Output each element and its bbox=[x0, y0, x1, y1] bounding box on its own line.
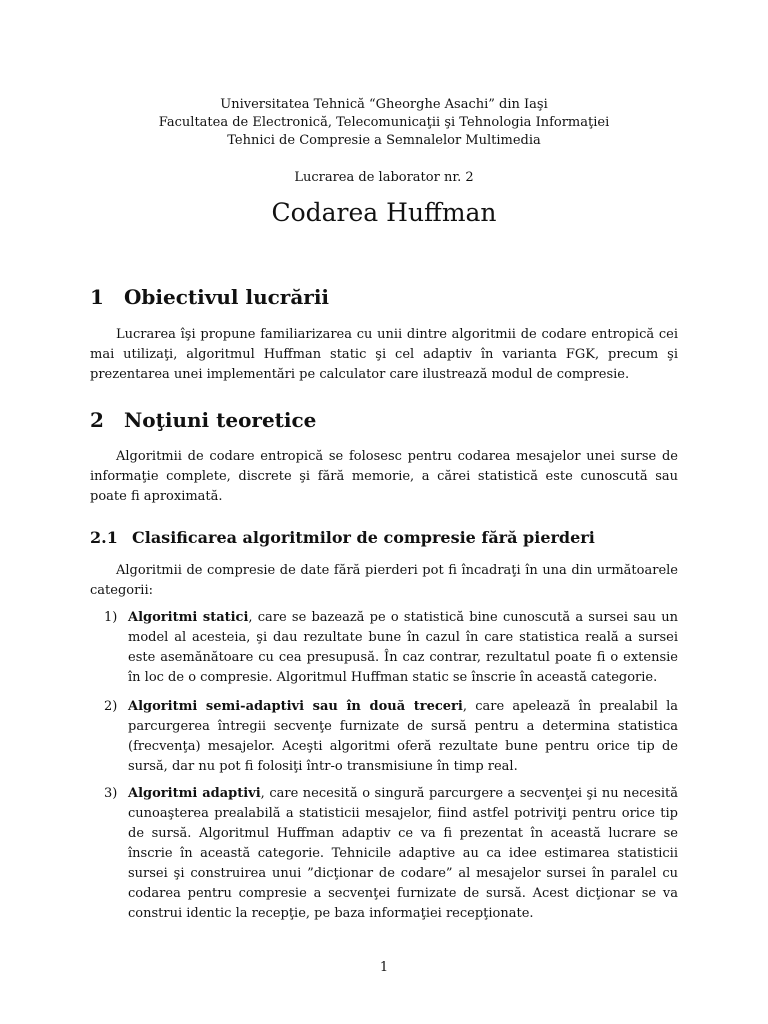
list-item bbox=[104, 784, 678, 924]
section-1-heading bbox=[90, 285, 329, 309]
list-marker: 1) bbox=[104, 610, 118, 625]
list-marker: 2) bbox=[104, 699, 118, 714]
list-item bbox=[104, 608, 678, 688]
faculty-name: Facultatea de Electronică, Telecomunicaţii şi Tehnologia Informaţiei bbox=[158, 115, 610, 130]
subsection-2-1-heading bbox=[90, 528, 595, 547]
section-title: Noţiuni teoretice bbox=[124, 408, 317, 432]
section-title: Obiectivul lucrării bbox=[124, 285, 330, 309]
section-number: 2 bbox=[90, 408, 104, 432]
document-header bbox=[0, 96, 768, 150]
university-name: Universitatea Tehnică “Gheorghe Asachi” din Iaşi bbox=[220, 97, 548, 112]
section-2-heading bbox=[90, 408, 316, 432]
lab-number: Lucrarea de laborator nr. 2 bbox=[294, 170, 474, 185]
page-number: 1 bbox=[379, 960, 389, 975]
subsection-title: Clasificarea algoritmilor de compresie fără pierderi bbox=[132, 528, 595, 547]
list-text: , care se bazează pe o statistică bine cunoscută a sursei sau un model al acesteia, şi dau rezultate bune în cazul în care statistica reală a sursei este asemănătoare cu cea presupusă. În caz contrar, rezultatul poate fi o extensie în loc de o compresie. Algoritmul Huffman static se înscrie în această categorie. bbox=[128, 610, 678, 685]
list-item bbox=[104, 697, 678, 777]
document-title: Codarea Huffman bbox=[271, 198, 497, 227]
section-2-paragraph: Algoritmii de codare entropică se folosesc pentru codarea mesajelor unei surse de informaţie complete, discrete şi fără memorie, a cărei statistică este cunoscută sau poate fi aproximată. bbox=[90, 449, 678, 504]
subsection-2-1-intro: Algoritmii de compresie de date fără pierderi pot fi încadraţi în una din următoarele categorii: bbox=[90, 563, 678, 598]
list-term: Algoritmi semi-adaptivi sau în două treceri bbox=[128, 699, 463, 714]
list-term: Algoritmi statici bbox=[128, 610, 249, 625]
list-item-body bbox=[104, 784, 678, 924]
list-marker: 3) bbox=[104, 786, 118, 801]
course-name: Tehnici de Compresie a Semnalelor Multimedia bbox=[227, 133, 541, 148]
list-item-body bbox=[104, 697, 678, 777]
subsection-number: 2.1 bbox=[90, 528, 118, 547]
list-text: , care apelează în prealabil la parcurgerea întregii secvenţe furnizate de sursă pentru a determina statistica (frecvenţa) mesajelor. Aceşti algoritmi oferă rezultate bune pentru orice tip de sursă, dar nu pot fi folosiţi într-o transmisiune în timp real. bbox=[128, 699, 678, 774]
list-item-body bbox=[104, 608, 678, 688]
section-number: 1 bbox=[90, 285, 104, 309]
section-1-paragraph: Lucrarea îşi propune familiarizarea cu unii dintre algoritmii de codare entropică cei mai utilizaţi, algoritmul Huffman static şi cel adaptiv în varianta FGK, precum şi prezentarea unei implementări pe calculator care ilustrează modul de compresie. bbox=[90, 327, 678, 382]
list-term: Algoritmi adaptivi bbox=[128, 786, 261, 801]
list-text: , care necesită o singură parcurgere a secvenţei şi nu necesită cunoaşterea prealabilă a statisticii mesajelor, fiind astfel potriviţi pentru orice tip de sursă. Algoritmul Huffman adaptiv ce va fi prezentat în această lucrare se înscrie în această categorie. Tehnicile adaptive au ca idee estimarea statisticii sursei şi construirea unui ”dicţionar de codare” al mesajelor sursei în paralel cu codarea pentru compresie a secvenţei furnizate de sursă. Acest dicţionar se va construi identic la recepţie, pe baza informaţiei recepţionate. bbox=[128, 786, 678, 921]
